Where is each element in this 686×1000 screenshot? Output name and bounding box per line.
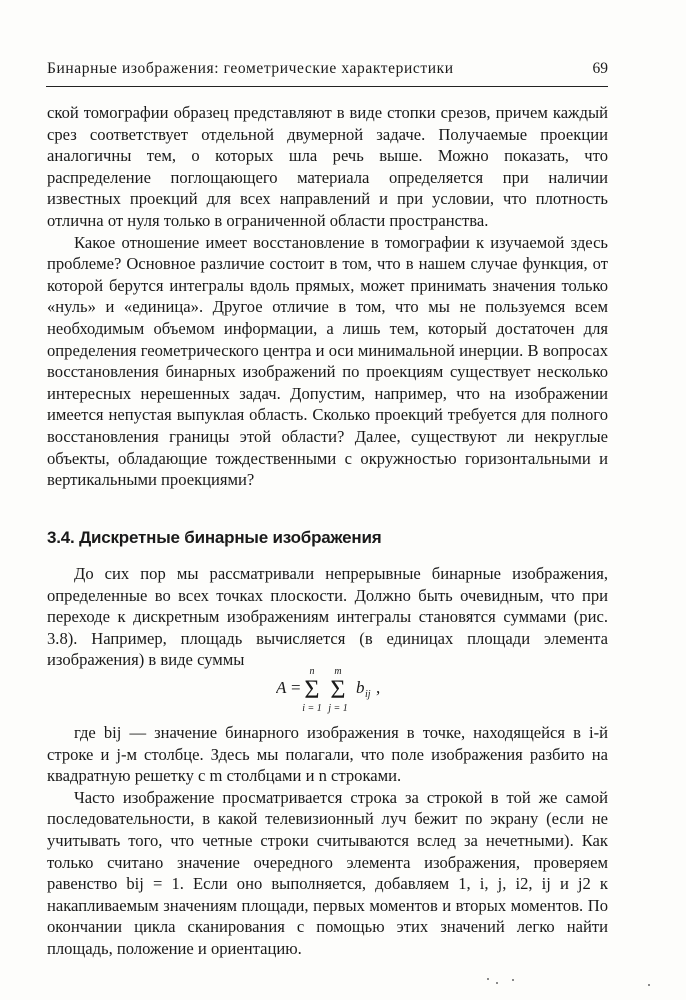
formula-term: b: [356, 678, 365, 697]
scan-speck: [648, 984, 650, 986]
formula-trailing-comma: ,: [376, 678, 381, 697]
section-heading: 3.4. Дискретные бинарные изображения: [47, 528, 382, 547]
paragraph: ской томографии образец представляют в виде стопки срезов, причем каждый срез соответствует отдельной двумерной задаче. Получаемые проекции аналогичны тем, о которых шла речь выше. Можно показать, что распределение поглощающего материала определяется при наличии известных проекций для всех направлений и при условии, что плотность отлична от нуля только в ограниченной области пространства.: [47, 103, 608, 230]
running-title: Бинарные изображения: геометрические характеристики: [47, 60, 454, 77]
paragraph: где bij — значение бинарного изображения в точке, находящейся в i-й строке и j-м столбце. Здесь мы полагали, что поле изображения разбито на квадратную решетку с m столбцами и n строками.: [47, 723, 608, 786]
formula-svg: [276, 666, 416, 716]
paragraph: Часто изображение просматривается строка за строкой в той же самой последовательности, в какой телевизионный луч бежит по экрану (если не учитывать того, что четные строки считываются вслед за нечетными). Как только считано значение очередного элемента изображения, проверяем равенство bij = 1. Если оно выполняется, добавляем 1, i, j, i2, ij и j2 к накапливаемым значениям площади, первых моментов и вторых моментов. По окончании цикла сканирования с помощью этих значений легко найти площадь, положение и ориентацию.: [47, 787, 608, 958]
page-number: 69: [592, 60, 608, 77]
scan-speck: [487, 978, 489, 980]
formula-equals: =: [291, 678, 301, 697]
sum2-lower: j = 1: [328, 703, 348, 714]
formula-term-subscript: ij: [365, 689, 371, 700]
area-sum-formula: [276, 666, 416, 716]
sum2-upper: m: [334, 666, 342, 677]
scan-speck: [496, 982, 498, 984]
sum1-lower: i = 1: [302, 703, 322, 714]
sum2-sigma: Σ: [330, 675, 346, 704]
sum1-sigma: Σ: [304, 675, 320, 704]
running-head: [47, 60, 608, 78]
paragraph: До сих пор мы рассматривали непрерывные бинарные изображения, определенные во всех точках плоскости. Должно быть очевидным, что при переходе к дискретным изображениям интегралы становятся суммами (рис. 3.8). Например, площадь вычисляется (в единицах площади элемента изображения) в виде суммы: [47, 564, 608, 670]
formula-lhs: A: [276, 678, 287, 697]
scan-speck: [512, 979, 514, 981]
header-rule: [46, 86, 608, 87]
sum1-upper: n: [309, 666, 315, 677]
text-block-intro: [47, 563, 608, 671]
text-block-top: [47, 102, 608, 491]
text-block-bottom: [47, 722, 608, 960]
paragraph: Какое отношение имеет восстановление в томографии к изучаемой здесь проблеме? Основное различие состоит в том, что в нашем случае функция, от которой берутся интегралы вдоль прямых, может принимать значения только «нуль» и «единица». Другое отличие в том, что мы не пользуемся всем необходимым объемом информации, а лишь тем, который достаточен для определения геометрического центра и оси минимальной инерции. В вопросах восстановления бинарных изображений по проекциям существует несколько интересных нерешенных задач. Допустим, например, что на изображении имеется непустая выпуклая область. Сколько проекций требуется для полного восстановления границы этой области? Далее, существуют ли некруглые объекты, обладающие тождественными с окружностью горизонтальными и вертикальными проекциями?: [47, 232, 608, 490]
